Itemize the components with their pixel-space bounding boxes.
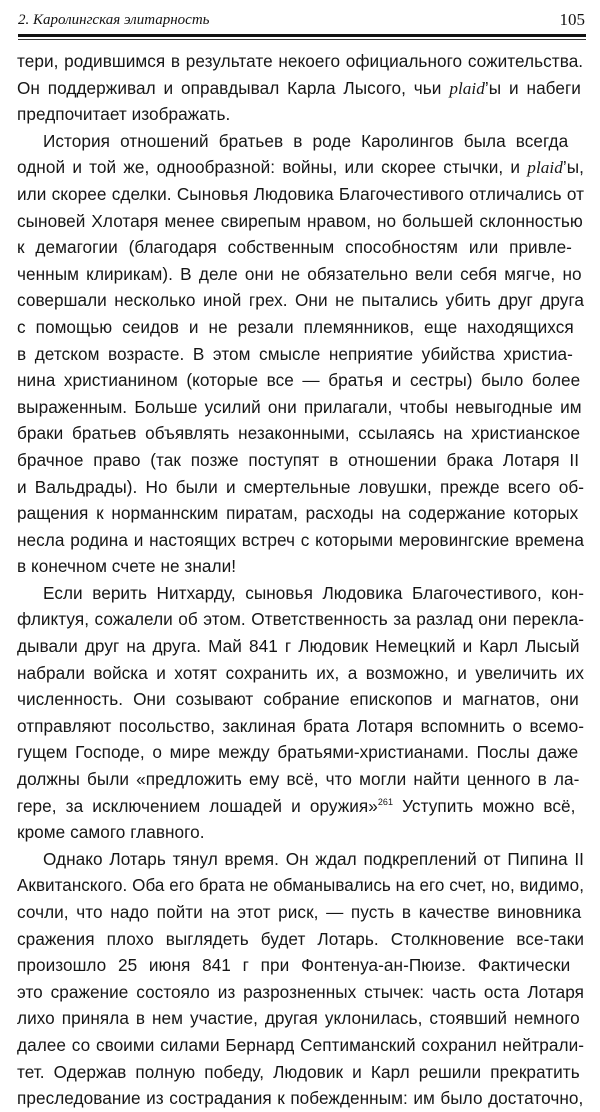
text-line <box>17 1005 584 1032</box>
text-line-content: сыновей Хлотаря менее свирепым нравом, но большей склонностью <box>17 210 583 231</box>
text-line-content: Если верить Нитхарду, сыновья Людовика Благочестивого, кон- <box>43 582 584 603</box>
text-line-content: произошло 25 июня 841 г при Фонтенуа-ан-Пюизе. Фактически <box>17 955 571 976</box>
text-line <box>17 154 584 181</box>
text-line-content: предпочитает изображать. <box>17 104 231 125</box>
text-line <box>17 341 584 368</box>
text-line <box>17 48 584 75</box>
text-line <box>17 606 584 633</box>
footnote-reference[interactable]: 261 <box>377 796 394 807</box>
text-line <box>17 394 584 421</box>
text-line <box>17 234 584 261</box>
text-line <box>17 527 584 554</box>
text-line <box>17 553 584 580</box>
text-line-content: Однако Лотарь тянул время. Он ждал подкреплений от Пипина II <box>43 848 584 869</box>
text-line-content: к демагогии (благодаря собственным способностям или привле- <box>17 237 572 258</box>
text-line <box>17 580 584 607</box>
text-line <box>17 660 584 687</box>
text-line-content: гере, за исключением лошадей и оружия» <box>17 795 378 816</box>
text-line <box>17 500 584 527</box>
text-line <box>17 872 584 899</box>
text-line <box>17 367 584 394</box>
text-line <box>17 420 584 447</box>
text-line-content: тет. Одержав полную победу, Людовик и Карл решили прекратить <box>17 1061 580 1082</box>
page-number: 105 <box>559 10 585 29</box>
text-line-content: Уступить можно всё, <box>393 795 576 816</box>
text-line <box>17 819 584 846</box>
text-line <box>17 739 584 766</box>
text-line-content: ’ы и набеги <box>484 77 581 98</box>
text-line-content: отправляют посольство, заклиная брата Лотаря вспомнить о всемо- <box>17 715 584 736</box>
text-line <box>17 793 584 820</box>
text-line <box>17 979 584 1006</box>
text-line-content: ченным клирикам). В деле они не обязательно вели себя мягче, но <box>17 263 582 284</box>
text-line <box>17 474 584 501</box>
text-line-content: лихо приняла в нем участие, другая уклонилась, стоявший немного <box>17 1008 580 1029</box>
text-line-content: сражения плохо выглядеть будет Лотарь. Столкновение все-таки <box>17 928 584 949</box>
text-line <box>17 846 584 873</box>
text-line <box>17 181 584 208</box>
text-line-content: и Вальдрады). Но были и смертельные ловушки, прежде всего об- <box>17 476 584 497</box>
text-line-content: преследование из сострадания к побежденным: им было достаточно, <box>17 1088 584 1109</box>
text-line-content: должны были «предложить ему всё, что могли найти ценного в ла- <box>17 769 580 790</box>
text-line-content: ’ы, <box>562 157 584 178</box>
text-line <box>17 261 584 288</box>
text-line <box>17 926 584 953</box>
text-line-content: гущем Господе, о мире между братьями-христианами. Послы даже <box>17 742 579 763</box>
text-line-content: тери, родившимся в результате некоего официального сожительства. <box>17 51 584 71</box>
text-line-content: набрали войска и хотят сохранить их, а возможно, и увеличить их <box>17 662 584 683</box>
text-line <box>17 766 584 793</box>
text-line-content: Аквитанского. Оба его брата не обманывались на его счет, но, видимо, <box>17 875 584 896</box>
text-line-content: сочли, что надо пойти на этот риск, — пусть в качестве виновника <box>17 902 582 922</box>
text-line <box>17 287 584 314</box>
body-text <box>17 48 584 1112</box>
text-line-content: ращения к норманнским пиратам, расходы на содержание которых <box>17 503 579 524</box>
text-line <box>17 899 584 926</box>
text-line-content: далее со своими силами Бернард Септиманский сохранил нейтрали- <box>17 1034 584 1055</box>
page-header <box>18 8 585 32</box>
text-line-content: с помощью сеидов и не резали племянников, еще находящихся <box>17 316 574 337</box>
text-line <box>17 75 584 102</box>
text-line-content: выраженным. Больше усилий они прилагали, чтобы невыгодные им <box>17 396 582 417</box>
text-line-content: в детском возрасте. В этом смысле неприятие убийства христиа- <box>17 343 573 364</box>
text-line-content: совершали несколько иной грех. Они не пытались убить друг друга <box>17 290 584 311</box>
text-line-content: брачное право (так позже поступят в отношении брака Лотаря II <box>17 449 580 470</box>
text-line <box>17 1032 584 1059</box>
text-line <box>17 314 584 341</box>
text-line-content: нина христианином (которые все — братья и сестры) было более <box>17 370 581 391</box>
text-line-content: фликтуя, сожалели об этом. Ответственность за разлад они перекла- <box>17 609 584 630</box>
text-line-content: численность. Они созывают собрание епископов и магнатов, они <box>17 689 579 710</box>
text-line-content: одной и той же, однообразной: войны, или скорее стычки, и <box>17 157 528 178</box>
italic-term: plaid <box>449 78 485 98</box>
header-rule-thin <box>18 39 586 40</box>
text-line <box>17 686 584 713</box>
text-line <box>17 633 584 660</box>
text-line <box>17 208 584 235</box>
text-line <box>17 1085 584 1112</box>
header-rule-thick <box>18 34 586 37</box>
text-line-content: Он поддерживал и оправдывал Карла Лысого, чьи <box>17 77 450 98</box>
running-title: 2. Каролингская элитарность <box>18 12 210 28</box>
text-line-content: История отношений братьев в роде Каролингов была всегда <box>43 130 569 151</box>
text-line <box>17 447 584 474</box>
text-line-content: это сражение состояло из разрозненных стычек: часть оста Лотаря <box>17 981 584 1002</box>
text-line-content: браки братьев объявлять незаконными, ссылаясь на христианское <box>17 423 581 444</box>
text-line <box>17 713 584 740</box>
text-line-content: или скорее сделки. Сыновья Людовика Благочестивого отличались от <box>17 183 584 204</box>
italic-term: plaid <box>527 158 563 178</box>
text-line-content: в конечном счете не знали! <box>17 556 237 577</box>
text-line <box>17 1059 584 1086</box>
text-line-content: кроме самого главного. <box>17 822 205 843</box>
text-line <box>17 952 584 979</box>
text-line <box>17 101 584 128</box>
text-line <box>17 128 584 155</box>
text-line-content: дывали друг на друга. Май 841 г Людовик Немецкий и Карл Лысый <box>17 636 580 657</box>
text-line-content: несла родина и настоящих встреч с которыми меровингские времена <box>17 529 584 550</box>
